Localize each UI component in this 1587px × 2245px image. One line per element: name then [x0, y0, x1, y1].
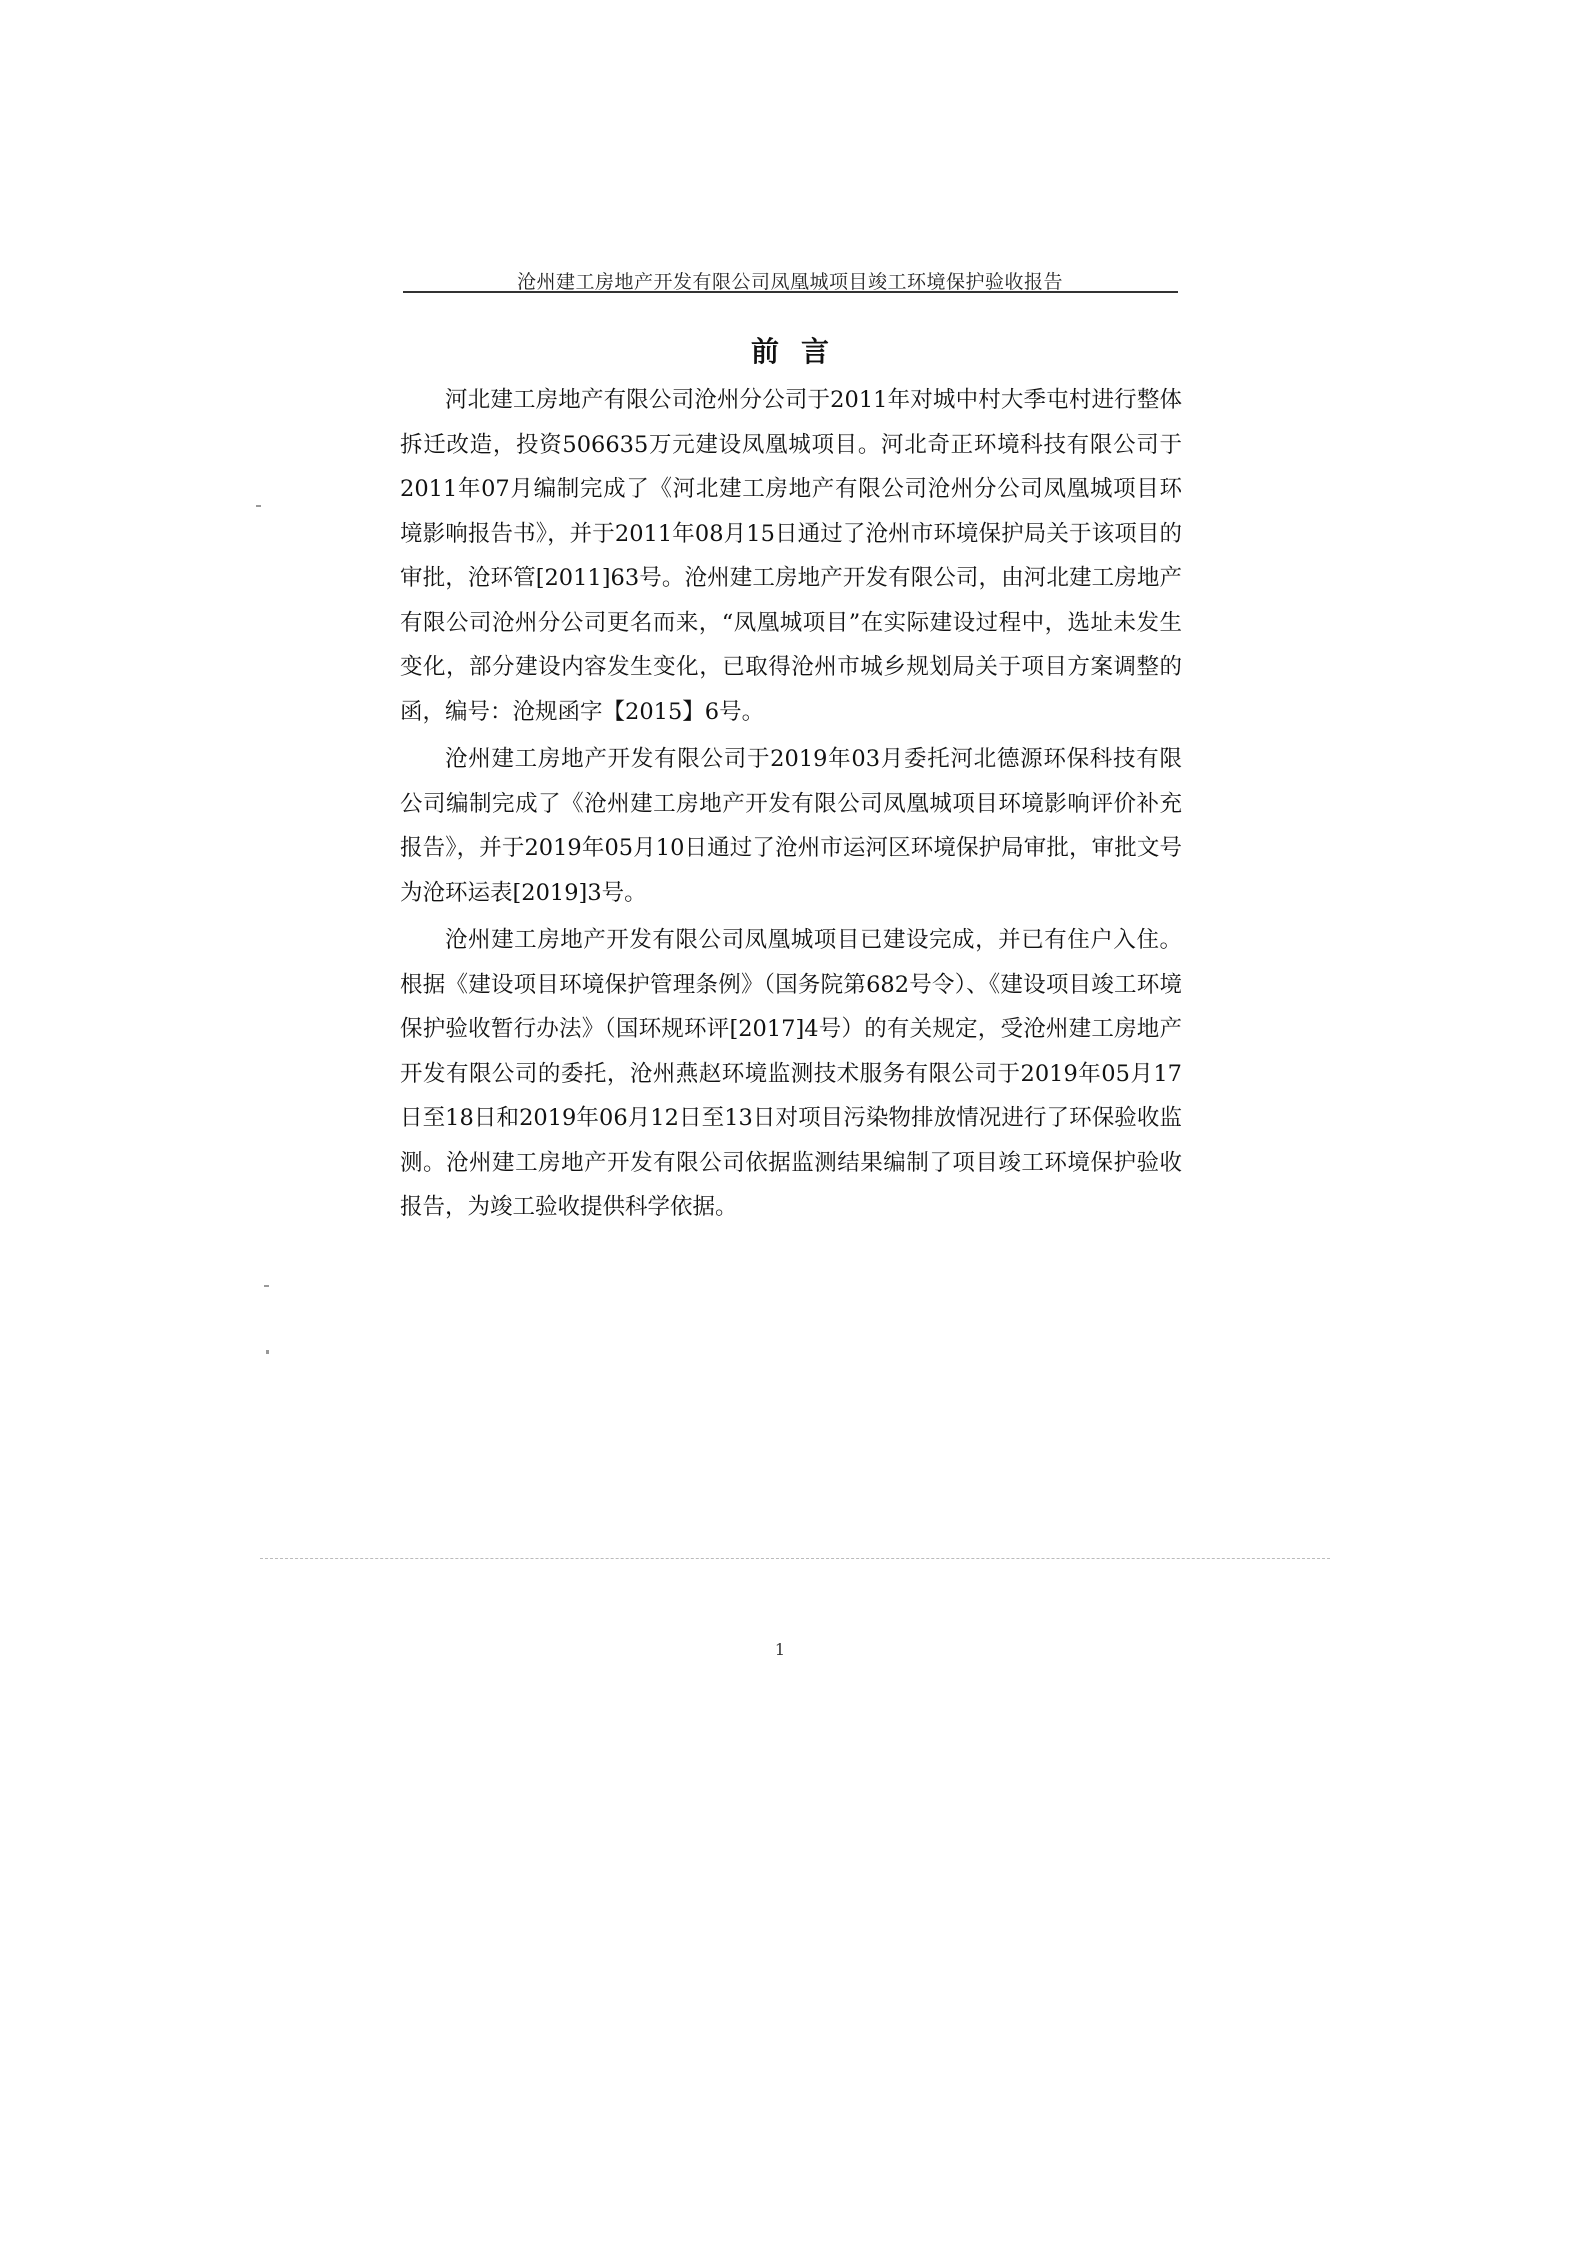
scan-artifact	[264, 1285, 269, 1287]
body-text	[400, 378, 1182, 1233]
paragraph-3: 沧州建工房地产开发有限公司凤凰城项目已建设完成，并已有住户入住。根据《建设项目环境保护管理条例》（国务院第682号令）、《建设项目竣工环境保护验收暂行办法》（国环规环评[2017]4号）的有关规定，受沧州建工房地产开发有限公司的委托，沧州燕赵环境监测技术服务有限公司于2019年05月17日至18日和2019年06月12日至13日对项目污染物排放情况进行了环保验收监测。沧州建工房地产开发有限公司依据监测结果编制了项目竣工环境保护验收报告，为竣工验收提供科学依据。	[400, 927, 1182, 1220]
scan-artifact	[256, 505, 261, 507]
section-title: 前言	[750, 335, 851, 368]
scan-artifact	[266, 1350, 269, 1354]
paragraph-2: 沧州建工房地产开发有限公司于2019年03月委托河北德源环保科技有限公司编制完成了《沧州建工房地产开发有限公司凤凰城项目环境影响评价补充报告》，并于2019年05月10日通过了沧州市运河区环境保护局审批，审批文号为沧环运表[2019]3号。	[400, 746, 1182, 906]
running-header-title: 沧州建工房地产开发有限公司凤凰城项目竣工环境保护验收报告	[516, 271, 1063, 293]
footer-divider	[260, 1558, 1330, 1559]
paragraph-1: 河北建工房地产有限公司沧州分公司于2011年对城中村大季屯村进行整体拆迁改造，投资506635万元建设凤凰城项目。河北奇正环境科技有限公司于2011年07月编制完成了《河北建工房地产有限公司沧州分公司凤凰城项目环境影响报告书》，并于2011年08月15日通过了沧州市环境保护局关于该项目的审批，沧环管[2011]63号。沧州建工房地产开发有限公司，由河北建工房地产有限公司沧州分公司更名而来，“凤凰城项目”在实际建设过程中，选址未发生变化，部分建设内容发生变化，已取得沧州市城乡规划局关于项目方案调整的函，编号：沧规函字【2015】6号。	[400, 387, 1182, 725]
header-divider	[403, 291, 1178, 293]
page-number: 1	[774, 1640, 786, 1659]
